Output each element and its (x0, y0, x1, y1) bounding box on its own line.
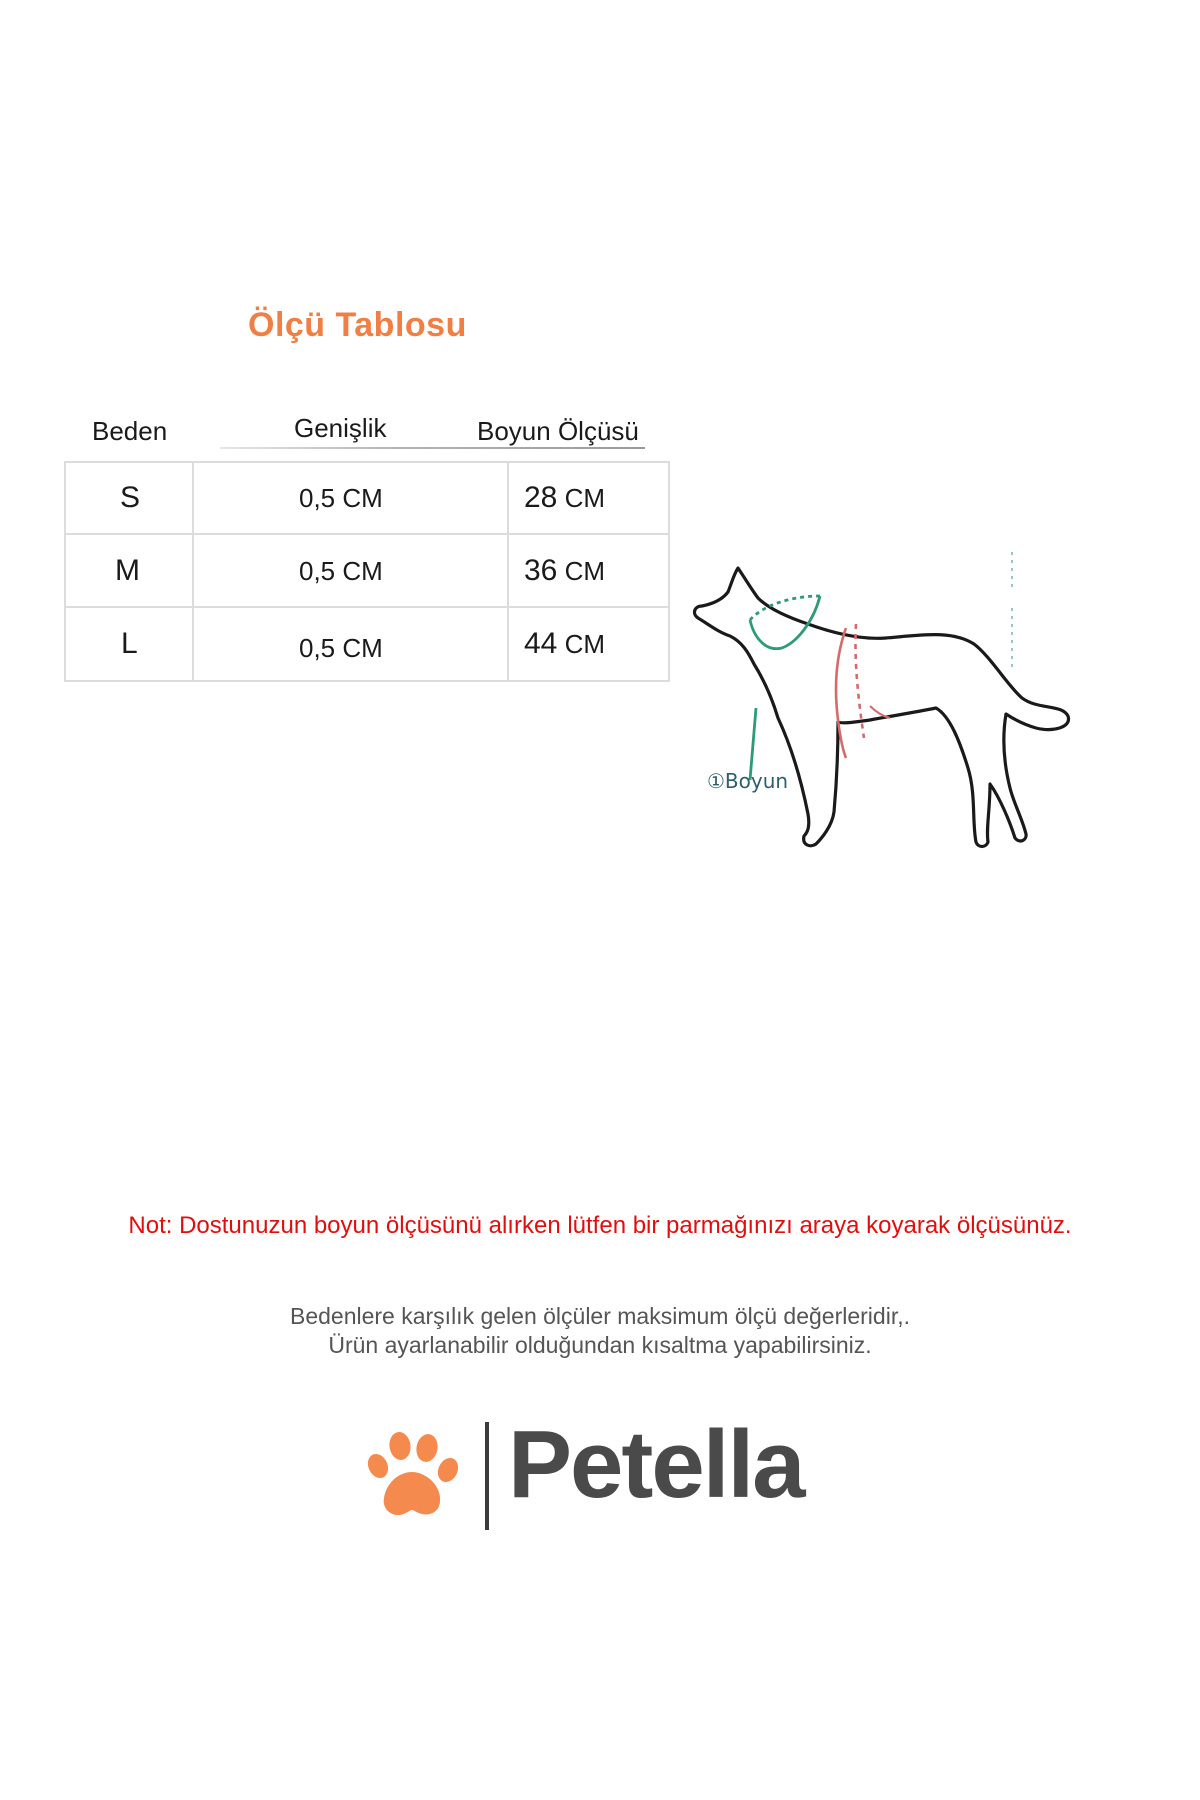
brand-logo: Petella (508, 1411, 804, 1518)
column-header-width: Genişlik (294, 413, 387, 443)
column-header-neck: Boyun Ölçüsü (477, 416, 639, 446)
row-l-neck-value: 44 (524, 627, 558, 660)
row-m-neck-unit: CM (564, 556, 606, 586)
table-column-divider (192, 463, 194, 680)
paw-icon (364, 1428, 460, 1524)
row-s-width: 0,5 CM (299, 483, 383, 513)
page-title: Ölçü Tablosu (248, 306, 467, 344)
info-line-1: Bedenlere karşılık gelen ölçüler maksimum ölçü değerleridir,. (289, 1303, 910, 1329)
chest-measure-icon (836, 624, 890, 758)
info-line-2: Ürün ayarlanabilir olduğundan kısaltma yapabilirsiniz. (328, 1332, 872, 1358)
row-s-neck-unit: CM (564, 483, 606, 513)
row-m-width: 0,5 CM (299, 556, 383, 586)
table-column-divider (507, 463, 509, 680)
row-s-neck (524, 481, 605, 515)
row-s-neck-value: 28 (524, 481, 558, 514)
row-m-neck-value: 36 (524, 554, 558, 587)
row-l-neck-unit: CM (564, 629, 606, 659)
row-l-size: L (121, 627, 138, 660)
row-m-size: M (115, 554, 140, 587)
size-table (64, 461, 670, 682)
neck-measure-icon (750, 596, 820, 780)
header-divider (220, 447, 645, 449)
row-m-neck (524, 554, 605, 588)
row-l-neck (524, 627, 605, 661)
logo-divider (485, 1422, 489, 1530)
row-l-width: 0,5 CM (299, 633, 383, 663)
table-row-divider (66, 606, 668, 608)
row-s-size: S (120, 481, 141, 514)
table-row-divider (66, 533, 668, 535)
sizing-note: Not: Dostunuzun boyun ölçüsünü alırken lütfen bir parmağınızı araya koyarak ölçüsünüz. (128, 1212, 1072, 1239)
column-header-size: Beden (92, 416, 168, 446)
dog-measurement-diagram (690, 548, 1090, 868)
neck-label: ①Boyun (707, 769, 789, 793)
